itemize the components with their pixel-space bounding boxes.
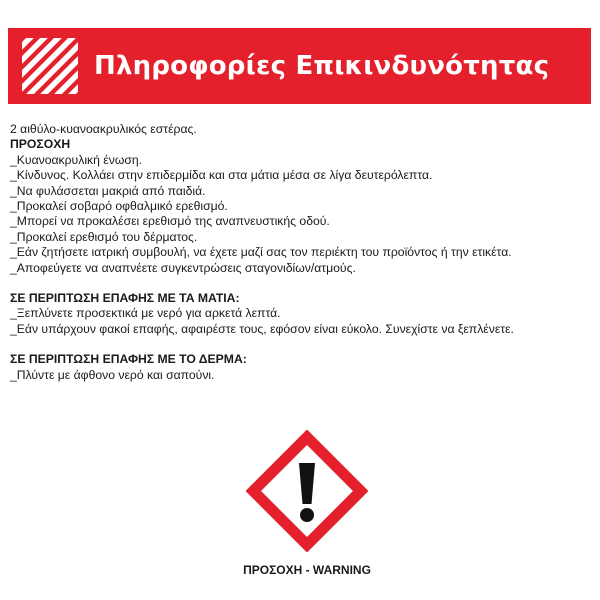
warning-heading: ΠΡΟΣΟΧΗ (10, 137, 71, 152)
diagonal-stripes-icon (22, 38, 78, 94)
banner-title: Πληροφορίες Επικινδυνότητας (94, 51, 550, 81)
warning-line: _Προκαλεί σοβαρό οφθαλμικό ερεθισμό. (10, 199, 228, 214)
skin-heading: ΣΕ ΠΕΡΙΠΤΩΣΗ ΕΠΑΦΗΣ ΜΕ ΤΟ ΔΕΡΜΑ: (10, 352, 247, 367)
warning-line: _Κίνδυνος. Κολλάει στην επιδερμίδα και στα μάτια μέσα σε λίγα δευτερόλεπτα. (10, 168, 433, 183)
warning-line: _Προκαλεί ερεθισμό του δέρματος. (10, 229, 198, 244)
warning-line: _Να φυλάσσεται μακριά από παιδιά. (10, 183, 206, 198)
hazard-banner (8, 28, 591, 104)
section-spacer (10, 276, 590, 291)
warning-line: _Κυανοακρυλική ένωση. (10, 152, 143, 167)
skin-line: _Πλύντε με άφθονο νερό και σαπούνι. (10, 367, 215, 382)
hazard-text-block (10, 122, 590, 383)
ghs-exclamation-mark-icon (246, 430, 368, 552)
pictogram-caption: ΠΡΟΣΟΧΗ - WARNING (243, 563, 371, 577)
eyes-line: _Ξεπλύνετε προσεκτικά με νερό για αρκετά λεπτά. (10, 306, 281, 321)
warning-line: _Εάν ζητήσετε ιατρική συμβουλή, να έχετε μαζί σας τον περιέκτη του προϊόντος ή την ετικέτα. (10, 245, 512, 260)
eyes-line: _Εάν υπάρχουν φακοί επαφής, αφαιρέστε τους, εφόσον είναι εύκολο. Συνεχίστε να ξεπλένετε. (10, 321, 514, 336)
product-name: 2 αιθύλο-κυανοακρυλικός εστέρας. (10, 122, 197, 136)
warning-line: _Αποφεύγετε να αναπνέετε συγκεντρώσεις σταγονιδίων/ατμούς. (10, 260, 356, 275)
section-spacer (10, 337, 590, 352)
eyes-heading: ΣΕ ΠΕΡΙΠΤΩΣΗ ΕΠΑΦΗΣ ΜΕ ΤΑ ΜΑΤΙΑ: (10, 291, 240, 306)
warning-line: _Μπορεί να προκαλέσει ερεθισμό της αναπνευστικής οδού. (10, 214, 330, 229)
